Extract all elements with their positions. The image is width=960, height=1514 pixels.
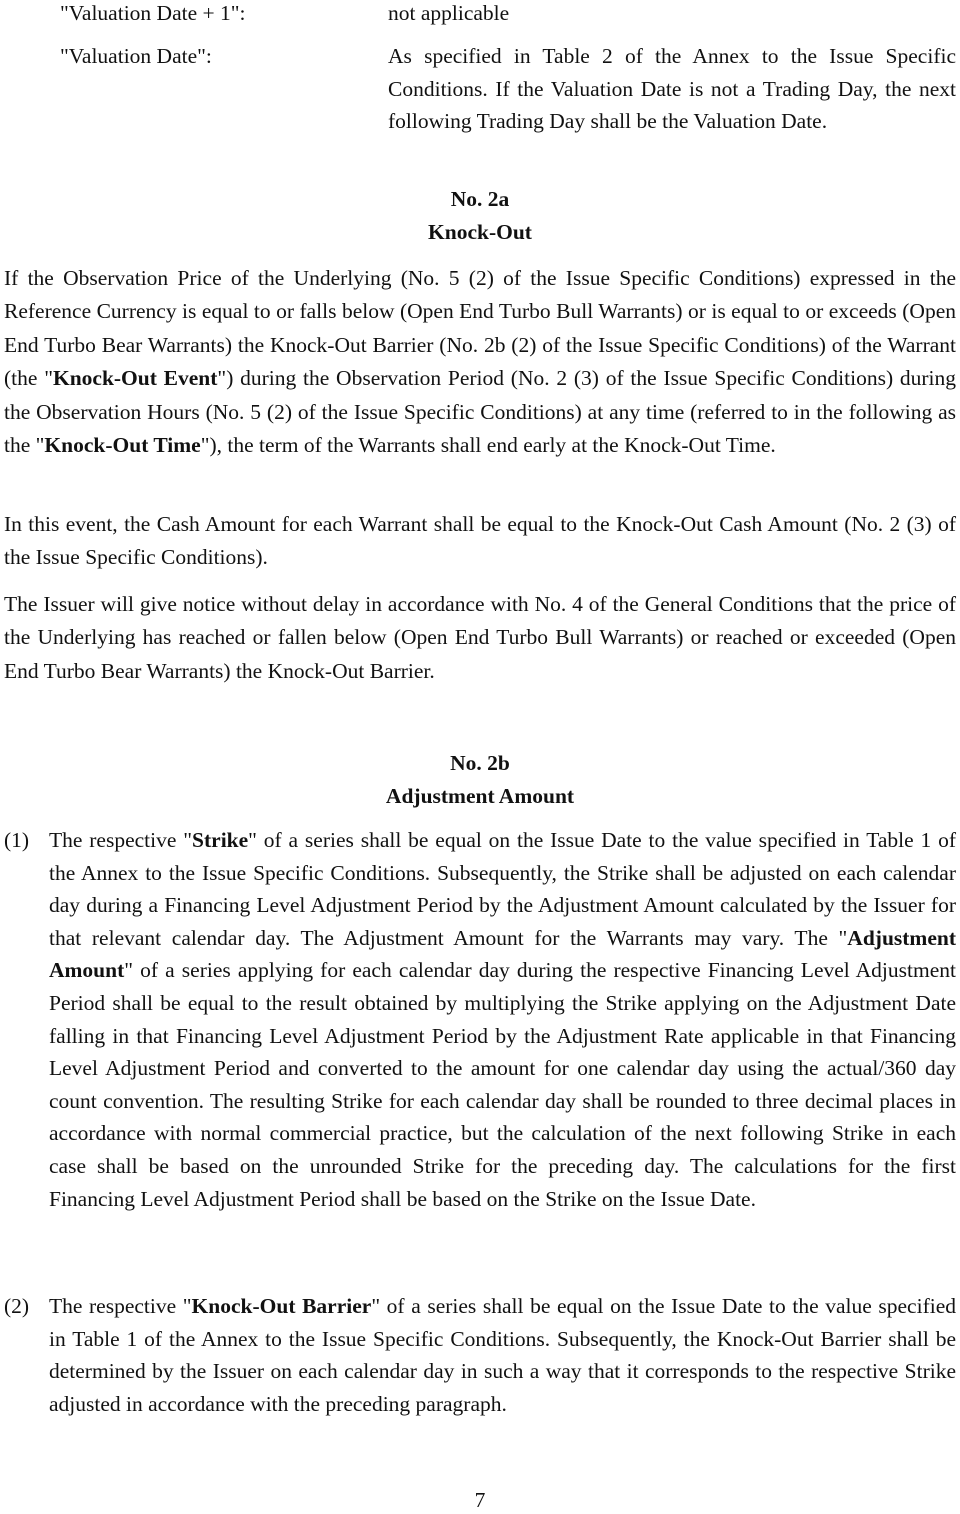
defined-term-strike: Strike (192, 828, 249, 852)
list-item-number: (1) (4, 828, 30, 852)
definition-term: "Valuation Date + 1": (60, 1, 246, 25)
section-title: Adjustment Amount (385, 784, 575, 808)
knock-out-paragraph-1: If the Observation Price of the Underlying (No. 5 (2) of the Issue Specific Conditions) expressed in the Reference Currency is equal to or falls below (Open End Turbo Bull Warrants) or is equal to or exceeds (Open End Turbo Bear Warrants) the Knock-Out Barrier (No. 2b (2) of the Issue Specific Conditions) of the Warrant (the "Knock-Out Event") during the Observation Period (No. 2 (3) of the Issue Specific Conditions) during the Observation Hours (No. 5 (2) of the Issue Specific Conditions) at any time (referred to in the following as the "Knock-Out Time"), the term of the Warrants shall end early at the Knock-Out Time. (4, 266, 956, 458)
list-item-text: The respective "Strike" of a series shall be equal on the Issue Date to the value specified in Table 1 of the Annex to the Issue Specific Conditions. Subsequently, the Strike shall be adjusted on each calendar day during a Financing Level Adjustment Period by the Adjustment Amount calculated by the Issuer for that relevant calendar day. The Adjustment Amount for the Warrants may vary. The "Adjustment Amount" of a series applying for each calendar day during the respective Financing Level Adjustment Period shall be equal to the result obtained by multiplying the Strike applying on the Adjustment Date falling in that Financing Level Adjustment Period by the Adjustment Rate applicable in that Financing Level Adjustment Period and converted to the amount for one calendar day using the actual/360 day count convention. The resulting Strike for each calendar day shall be rounded to three decimal places in accordance with normal commercial practice, but the calculation of the next following Strike in each case shall be based on the unrounded Strike for the preceding day. The calculations for the first Financing Level Adjustment Period shall be based on the Strike on the Issue Date. (49, 828, 956, 1211)
knock-out-paragraph-2: In this event, the Cash Amount for each Warrant shall be equal to the Knock-Out Cash Amount (No. 2 (3) of the Issue Specific Conditions). (4, 512, 956, 570)
page-number: 7 (474, 1488, 486, 1512)
list-item-text: The respective "Knock-Out Barrier" of a series shall be equal on the Issue Date to the value specified in Table 1 of the Annex to the Issue Specific Conditions. Subsequently, the Knock-Out Barrier shall be determined by the Issuer on each calendar day in such a way that it corresponds to the respective Strike adjusted in accordance with the preceding paragraph. (49, 1294, 956, 1416)
defined-term-knock-out-barrier: Knock-Out Barrier (191, 1294, 372, 1318)
definition-term: "Valuation Date": (60, 44, 212, 68)
section-number: No. 2a (450, 187, 510, 211)
definition-value: As specified in Table 2 of the Annex to the Issue Specific Conditions. If the Valuation Date is not a Trading Day, the next following Trading Day shall be the Valuation Date. (388, 44, 956, 133)
defined-term-knock-out-event: Knock-Out Event (52, 366, 218, 391)
knock-out-paragraph-3: The Issuer will give notice without delay in accordance with No. 4 of the General Conditions that the price of the Underlying has reached or fallen below (Open End Turbo Bull Warrants) or reached or exceeded (Open End Turbo Bear Warrants) the Knock-Out Barrier. (4, 592, 956, 683)
defined-term-knock-out-time: Knock-Out Time (44, 433, 201, 458)
section-title: Knock-Out (428, 220, 532, 244)
section-number: No. 2b (450, 751, 510, 775)
list-item-number: (2) (4, 1294, 30, 1318)
definition-value: not applicable (388, 1, 510, 25)
defined-term-adjustment-amount: Adjustment Amount (49, 925, 956, 983)
